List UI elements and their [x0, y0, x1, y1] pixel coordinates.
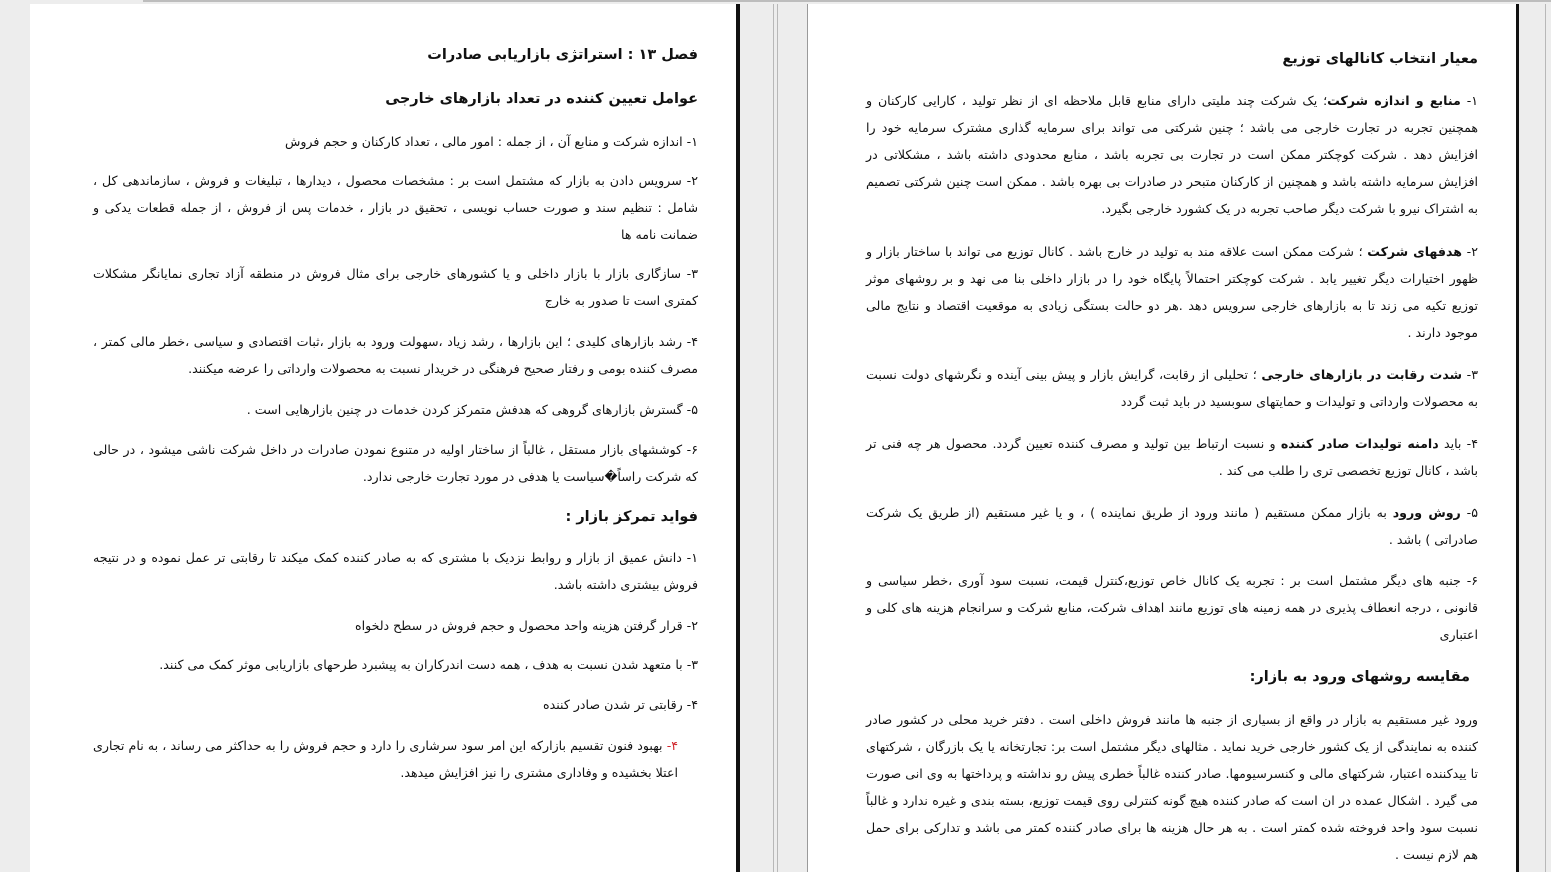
list-item — [866, 567, 1478, 648]
list-item: ۱- اندازه شرکت و منابع آن ، از جمله : امور مالی ، تعداد کارکنان و حجم فروش — [284, 134, 698, 149]
list-item: ۴- رشد بازارهای کلیدی ؛ این بازارها ، رشد زیاد ،سهولت ورود به بازار ،ثبات اقتصادی و سیاسی ،خطر مالی کمتر ، مصرف کننده بومی و رفتار صحیح فرهنگی در خریدار نسبت به محصولات وارداتی را عرضه میکنند. — [93, 334, 698, 376]
page-left[interactable] — [30, 4, 736, 872]
item-heading: روش ورود — [1392, 505, 1461, 520]
list-item — [866, 361, 1478, 415]
item-text: به بازار ممکن مستقیم ( مانند ورود از طریق نماینده ) ، و یا غیر مستقیم (از طریق یک شرکت صادراتی ) باشد . — [866, 505, 1478, 547]
item-text: ؛ یک شرکت چند ملیتی دارای منابع قابل ملاحظه ای از نظر تولید ، کارایی کارکنان و همچنین تجربه در تجارت خارجی می باشد ؛ چنین شرکتی می تواند برای سرمایه گذاری مشترک سرمایه خود را افزایش دهد . شرکت کوچکتر ممکن است در تجارت بی تجربه باشد ، منابع محدودی داشته باشد ، مشکلاتی در افزایش سرمایه داشته باشد و همچنین از کارکنان متبحر در صادرات بی بهره باشد . ممکن است چنین شرکتی تصمیم به اشتراک نیرو با شرکت دیگر صاحب تجربه در یک کشورد خارجی بگیرد. — [866, 93, 1478, 216]
list-item — [93, 732, 678, 786]
item-number: ۳- — [1466, 367, 1478, 382]
list-item-text: بهبود فنون تقسیم بازارکه این امر سود سرشاری را دارد و حجم فروش را به حداکثر می رساند ، به نام تجاری اعتلا بخشیده و وفاداری مشتری را نیز افزایش میدهد. — [93, 738, 678, 780]
list-item: ۳- با متعهد شدن نسبت به هدف ، همه دست اندرکاران به پیشبرد طرحهای بازاریابی موثر کمک می کنند. — [159, 657, 698, 672]
list-item: ۴- رقابتی تر شدن صادر کننده — [543, 697, 698, 712]
section-title-markets: عوامل تعیین کننده در تعداد بازارهای خارجی — [385, 91, 698, 107]
list-item: ۲- سرویس دادن به بازار که مشتمل است بر : مشخصات محصول ، دیدارها ، تبلیغات و فروش ، سازماندهی کل ، شامل : تنظیم سند و صورت حساب نویسی ، تحقیق در بازار ، خدمات پس از فروش ، از جمله قطعات یدکی و ضمانت نامه ها — [93, 173, 698, 242]
item-number: ۶- — [1466, 573, 1478, 588]
highlighted-number: ۴- — [666, 738, 678, 753]
viewer-edge — [1545, 4, 1546, 872]
item-text: و نسبت ارتباط بین تولید و مصرف کننده تعیین گردد. محصول هر چه فنی تر باشد ، کانال توزیع تخصصی تری را طلب می کند . — [866, 436, 1478, 478]
item-heading: منابع و اندازه شرکت — [1327, 93, 1461, 108]
item-text: ؛ شرکت ممکن است علاقه مند به تولید در خارج باشد . کانال توزیع می تواند با ساختار بازار و ظهور اختیارات دیگر تغییر یابد . شرکت کوچکتر احتمالاً پایگاه خود را در بازار داخلی بنا می نهد و بر روشهای موثر توزیع تکیه می زند تا به بازارهای خارجی سرویس دهد .هر دو حالت بستگی زیادی به موقعیت اقتصاد و نتایج مالی موجود دارند . — [866, 244, 1478, 340]
item-number: ۱- — [1466, 93, 1478, 108]
page-edge-shadow — [1516, 4, 1519, 872]
list-item: ۱- دانش عمیق از بازار و روابط نزدیک با مشتری که به صادر کننده کمک میکند تا رقابتی تر عمل نموده و در نتیجه فروش بیشتری داشته باشد. — [93, 550, 698, 592]
item-text: ؛ تحلیلی از رقابت، گرایش بازار و پیش بینی آینده و نگرشهای دولت نسبت به محصولات وارداتی و تولیدات و حمایتهای سوبسید در باید ثبت گردد — [866, 367, 1478, 409]
page-right[interactable] — [808, 4, 1516, 872]
section-title-benefits: فواید تمرکز بازار : — [565, 509, 698, 525]
item-number: ۴- — [1466, 436, 1478, 451]
list-item — [866, 87, 1478, 222]
item-heading: شدت رقابت در بازارهای خارجی — [1261, 367, 1462, 382]
page-edge-shadow — [736, 4, 740, 872]
paragraph: ورود غیر مستقیم به بازار در واقع از بسیاری از جنبه ها مانند فروش داخلی است . دفتر خرید محلی در کشور صادر کننده به نمایندگی از یک کشور خارجی خرید نماید . مثالهای دیگر مشتمل است بر: تجارتخانه یا یک بازرگان ، شرکتهای تا ییدکننده اعتبار، شرکتهای مالی و کنسرسیومها. صادر کننده غالباً خطری پیش رو نداشته و پرداختها به وی انی صورت می گیرد . اشکال عمده در ان است که صادر کننده هیچ گونه کنترلی روی قیمت توزیع، بسته بندی و غیره ندارد و غالباً نسبت سود واحد فروخته شده کمتر است . به هر حال هزینه ها برای صادر کننده کمتر می باشد و تدارکی برای حمل هم لازم نیست . — [866, 712, 1478, 862]
page-title: معیار انتخاب کانالهای توزیع — [1282, 51, 1478, 67]
list-item — [866, 499, 1478, 553]
item-heading: هدفهای شرکت — [1367, 244, 1462, 259]
list-item: ۶- کوششهای بازار مستقل ، غالباً از ساختار اولیه در متنوع نمودن صادرات در داخل شرکت ناشی میشود ، در حالی که شرکت راساً�سیاست یا هدفی در مورد تجارت خارجی ندارد. — [93, 442, 698, 484]
chapter-title: فصل ۱۳ : استراتژی بازاریابی صادرات — [427, 47, 698, 63]
item-heading: دامنه تولیدات صادر کننده — [1280, 436, 1439, 451]
item-number: ۲- — [1466, 244, 1478, 259]
item-text: جنبه های دیگر مشتمل است بر : تجربه یک کانال خاص توزیع،کنترل قیمت، نسبت سود آوری ،خطر سیاسی و قانونی ، درجه انعطاف پذیری در همه زمینه های توزیع مانند اهداف شرکت، منابع شرکت و سرانجام هزینه های کلی و اعتباری — [866, 573, 1478, 642]
viewer-top-border — [143, 0, 1551, 2]
list-item — [866, 238, 1478, 346]
list-item — [866, 430, 1478, 484]
item-number: ۵- — [1466, 505, 1478, 520]
section-title-compare: مقایسه روشهای ورود به بازار: — [1249, 669, 1470, 685]
list-item: ۵- گسترش بازارهای گروهی که هدفش متمرکز کردن خدمات در چنین بازارهایی است . — [246, 402, 698, 417]
list-item: ۳- سازگاری بازار با بازار داخلی و یا کشورهای خارجی برای مثال فروش در منطقه آزاد تجاری نمایانگر مشکلات کمتری است تا صدور به خارج — [93, 266, 698, 308]
gutter-divider — [777, 4, 778, 872]
gutter-divider — [773, 4, 774, 872]
item-prefix: باید — [1443, 436, 1462, 451]
list-item: ۲- قرار گرفتن هزینه واحد محصول و حجم فروش در سطح دلخواه — [354, 618, 698, 633]
